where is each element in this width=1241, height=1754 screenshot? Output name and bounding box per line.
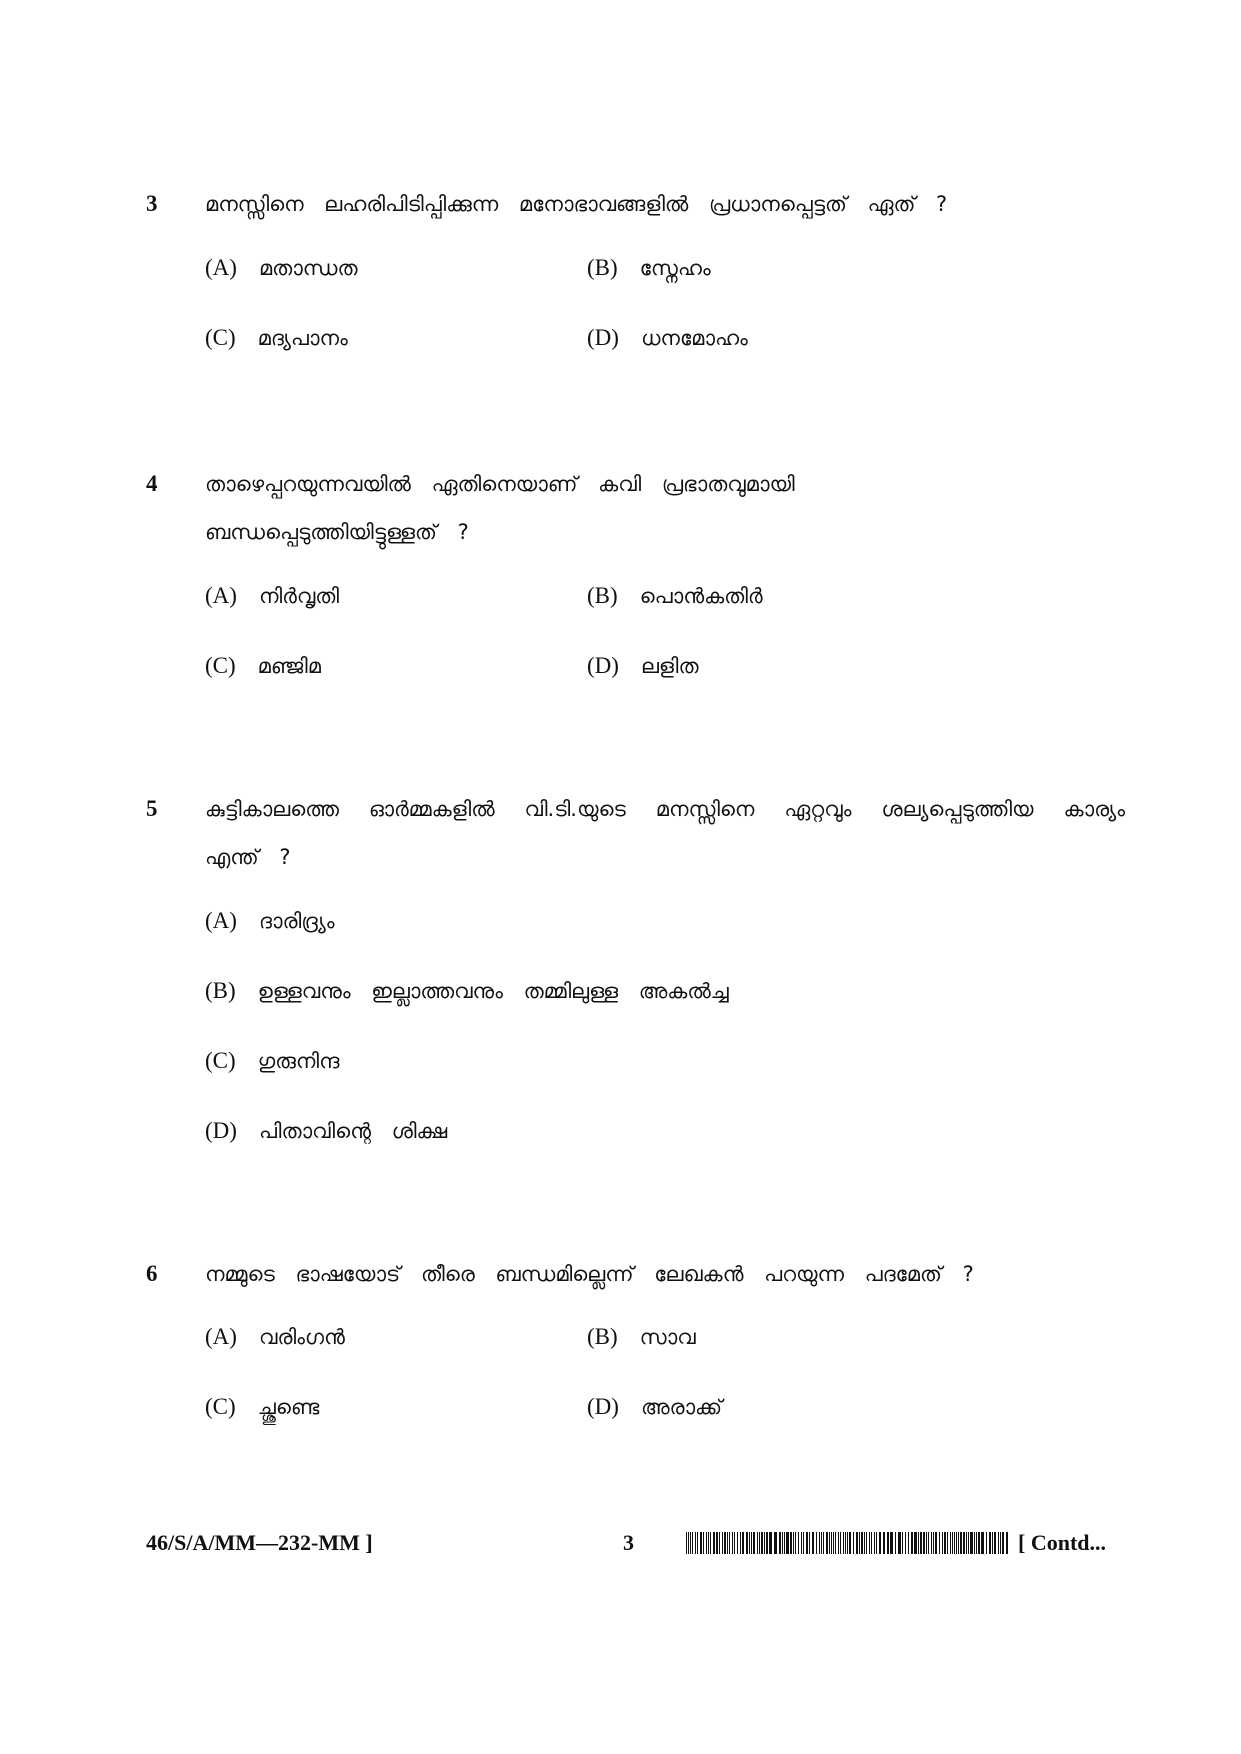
contd-label: [ Contd... <box>1018 1530 1107 1555</box>
barcode-bar <box>876 1532 877 1554</box>
barcode-bar <box>757 1532 758 1554</box>
barcode-bar <box>905 1532 906 1554</box>
option-a <box>205 906 335 936</box>
barcode-bar <box>849 1532 851 1554</box>
barcode-bar <box>798 1532 799 1554</box>
option-text: സ്നേഹം <box>639 256 711 280</box>
barcode-bar <box>692 1532 693 1554</box>
barcode-bar <box>864 1532 865 1554</box>
option-text: മദ്യപാനം <box>257 326 348 350</box>
barcode-bar <box>861 1532 863 1554</box>
barcode-bar <box>690 1532 691 1554</box>
option-a <box>205 253 358 283</box>
option-text: സാവ <box>639 1325 696 1349</box>
option-text: അരാക്ക് <box>640 1395 723 1419</box>
option-text: വരിംഗൻ <box>258 1325 345 1349</box>
barcode-bar <box>845 1532 846 1554</box>
barcode-bar <box>1006 1532 1008 1554</box>
barcode-bar <box>722 1532 723 1554</box>
page-number: 3 <box>623 1530 634 1555</box>
barcode-bar <box>753 1532 755 1554</box>
question-text: താഴെപ്പറയുന്നവയിൽ ഏതിനെയാണ് കവി പ്രഭാതവുമായി ബന്ധപ്പെടുത്തിയിട്ടുള്ളത് ? <box>205 472 795 544</box>
option-label: (A) <box>205 583 237 608</box>
barcode-bar <box>729 1532 730 1554</box>
barcode-bar <box>981 1532 984 1554</box>
barcode-bar <box>812 1532 814 1554</box>
barcode-bar <box>727 1532 728 1554</box>
barcode-bar <box>784 1532 785 1554</box>
barcode-bar <box>956 1532 957 1554</box>
option-d <box>587 323 748 353</box>
barcode-bar <box>719 1532 720 1554</box>
question-number: 4 <box>146 471 158 496</box>
barcode-bar <box>947 1532 948 1554</box>
barcode-bar <box>856 1532 858 1554</box>
barcode-bar <box>838 1532 839 1554</box>
barcode-bar <box>782 1532 783 1554</box>
barcode-bar <box>835 1532 836 1554</box>
barcode-bar <box>769 1532 772 1554</box>
barcode-bar <box>871 1532 872 1554</box>
option-label: (A) <box>205 908 237 933</box>
barcode-bar <box>908 1532 909 1554</box>
barcode-bar <box>703 1532 704 1554</box>
barcode-bar <box>931 1532 932 1554</box>
barcode-bar <box>963 1532 965 1554</box>
barcode-bar <box>950 1532 951 1554</box>
option-text: ഉള്ളവനും ഇല്ലാത്തവനും തമ്മിലുള്ള അകൽച്ച <box>257 979 729 1003</box>
barcode-bar <box>713 1532 715 1554</box>
barcode-bar <box>819 1532 820 1554</box>
option-b <box>587 581 763 611</box>
paper-code: 46/S/A/MM—232-MM ] <box>146 1530 373 1555</box>
option-label: (D) <box>587 653 619 678</box>
barcode-bar <box>847 1532 848 1554</box>
barcode-bar <box>978 1532 980 1554</box>
barcode-bar <box>793 1532 794 1554</box>
option-label: (A) <box>205 255 237 280</box>
barcode-bar <box>695 1532 696 1554</box>
barcode-bar <box>766 1532 768 1554</box>
barcode-bar <box>1002 1532 1004 1554</box>
barcode-bar <box>795 1532 796 1554</box>
barcode-bar <box>740 1532 741 1554</box>
option-text: മഞ്ജിമ <box>257 654 321 678</box>
barcode-bar <box>826 1532 828 1554</box>
barcode-bar <box>686 1532 687 1554</box>
barcode-bar <box>764 1532 765 1554</box>
barcode-bar <box>759 1532 760 1554</box>
barcode-bar <box>944 1532 946 1554</box>
option-c <box>205 1392 319 1422</box>
barcode-bar <box>895 1532 896 1554</box>
barcode-bar <box>960 1532 962 1554</box>
barcode-bar <box>914 1532 917 1554</box>
barcode-bar <box>992 1532 993 1554</box>
option-b <box>205 976 729 1006</box>
option-c <box>205 1046 339 1076</box>
option-text: നിർവൃതി <box>258 584 340 608</box>
barcode-bar <box>816 1532 817 1554</box>
barcode-bar <box>823 1532 824 1554</box>
option-d <box>587 651 698 681</box>
barcode-bar <box>866 1532 867 1554</box>
barcode-bar <box>708 1532 709 1554</box>
option-text: പിതാവിന്റെ ശിക്ഷ <box>258 1119 448 1143</box>
option-c <box>205 323 348 353</box>
barcode-bar <box>801 1532 802 1554</box>
barcode-bar <box>724 1532 726 1554</box>
option-d <box>587 1392 722 1422</box>
barcode-bar <box>742 1532 744 1554</box>
barcode-bar <box>732 1532 733 1554</box>
barcode-bar <box>998 1532 999 1554</box>
option-label: (A) <box>205 1324 237 1349</box>
barcode-bar <box>859 1532 860 1554</box>
barcode-bar <box>874 1532 875 1554</box>
barcode-bar <box>898 1532 901 1554</box>
barcode-bar <box>920 1532 922 1554</box>
barcode-bar <box>974 1532 975 1554</box>
barcode-bar <box>918 1532 919 1554</box>
barcode-bar <box>840 1532 841 1554</box>
barcode-bar <box>821 1532 822 1554</box>
barcode-bar <box>923 1532 925 1554</box>
barcode-bar <box>829 1532 830 1554</box>
barcode-bar <box>879 1532 881 1554</box>
barcode-bar <box>902 1532 903 1554</box>
barcode-bar <box>790 1532 792 1554</box>
barcode-bar <box>966 1532 967 1554</box>
barcode-bar <box>700 1532 702 1554</box>
question-text: മനസ്സിനെ ലഹരിപിടിപ്പിക്കുന്ന മനോഭാവങ്ങളിൽ പ്രധാനപ്പെട്ടത് ഏത് ? <box>205 192 948 216</box>
barcode-bar <box>887 1532 889 1554</box>
barcode-bar <box>986 1532 987 1554</box>
barcode-bar <box>958 1532 959 1554</box>
option-text: ലളിത <box>640 654 699 678</box>
barcode-bar <box>976 1532 977 1554</box>
barcode-bar <box>706 1532 707 1554</box>
barcode-bar <box>853 1532 854 1554</box>
option-label: (C) <box>205 325 236 350</box>
option-label: (B) <box>587 255 618 280</box>
barcode-bar <box>746 1532 748 1554</box>
barcode-bar <box>806 1532 808 1554</box>
barcode-bar <box>710 1532 711 1554</box>
option-text: ച്ശുണ്ടെ <box>257 1395 320 1419</box>
page-footer <box>0 1527 1241 1559</box>
barcode-bar <box>688 1532 689 1554</box>
option-text: പൊൻകതിർ <box>639 584 763 608</box>
option-a <box>205 581 339 611</box>
barcode-bar <box>749 1532 750 1554</box>
barcode-bar <box>831 1532 832 1554</box>
barcode-bar <box>786 1532 789 1554</box>
barcode-bar <box>779 1532 781 1554</box>
option-b <box>587 253 711 283</box>
question-number: 5 <box>146 796 158 821</box>
barcode-bar <box>883 1532 885 1554</box>
barcode-bar <box>935 1532 937 1554</box>
question-text: കുട്ടികാലത്തെ ഓർമ്മകളിൽ വി.ടി.യുടെ മനസ്സിനെ ഏറ്റവും ശല്യപ്പെടുത്തിയ കാര്യം എന്ത് ? <box>205 797 1125 869</box>
option-label: (C) <box>205 1048 236 1073</box>
barcode-bar <box>926 1532 927 1554</box>
barcode-bar <box>989 1532 991 1554</box>
barcode-bar <box>774 1532 777 1554</box>
barcode-bar <box>809 1532 810 1554</box>
barcode-bar <box>970 1532 973 1554</box>
option-label: (B) <box>587 583 618 608</box>
option-text: ഗുരുനിന്ദ <box>257 1049 340 1073</box>
option-label: (D) <box>587 325 619 350</box>
barcode-bar <box>994 1532 996 1554</box>
option-label: (C) <box>205 1394 236 1419</box>
barcode-bar <box>833 1532 834 1554</box>
barcode-bar <box>869 1532 870 1554</box>
question-number: 3 <box>146 191 158 216</box>
option-text: ധനമോഹം <box>640 326 748 350</box>
barcode-bar <box>697 1532 698 1554</box>
barcode-bar <box>942 1532 943 1554</box>
barcode-bar <box>968 1532 969 1554</box>
barcode-bar <box>734 1532 735 1554</box>
question-text: നമ്മുടെ ഭാഷയോട് തീരെ ബന്ധമില്ലെന്ന് ലേഖകൻ പറയുന്ന പദമേത് ? <box>205 1262 974 1286</box>
barcode-bar <box>751 1532 752 1554</box>
barcode-bar <box>890 1532 893 1554</box>
option-text: മതാന്ധത <box>258 256 358 280</box>
barcode-bar <box>761 1532 763 1554</box>
option-label: (D) <box>205 1118 237 1143</box>
option-text: ദാരിദ്ര്യം <box>258 909 335 933</box>
barcode-bar <box>952 1532 953 1554</box>
option-label: (C) <box>205 653 236 678</box>
barcode-bar <box>843 1532 844 1554</box>
barcode-bar <box>737 1532 738 1554</box>
option-d <box>205 1116 447 1146</box>
option-a <box>205 1322 345 1352</box>
barcode-image <box>686 1532 1012 1554</box>
option-label: (B) <box>587 1324 618 1349</box>
barcode-bar <box>954 1532 955 1554</box>
question-number: 6 <box>146 1261 158 1286</box>
barcode-bar <box>928 1532 929 1554</box>
barcode-bar <box>716 1532 718 1554</box>
option-label: (B) <box>205 978 236 1003</box>
barcode-bar <box>803 1532 804 1554</box>
option-c <box>205 651 321 681</box>
barcode-bar <box>911 1532 913 1554</box>
barcode-bar <box>1000 1532 1001 1554</box>
option-label: (D) <box>587 1394 619 1419</box>
option-b <box>587 1322 696 1352</box>
barcode-bar <box>939 1532 940 1554</box>
barcode-bar <box>933 1532 934 1554</box>
